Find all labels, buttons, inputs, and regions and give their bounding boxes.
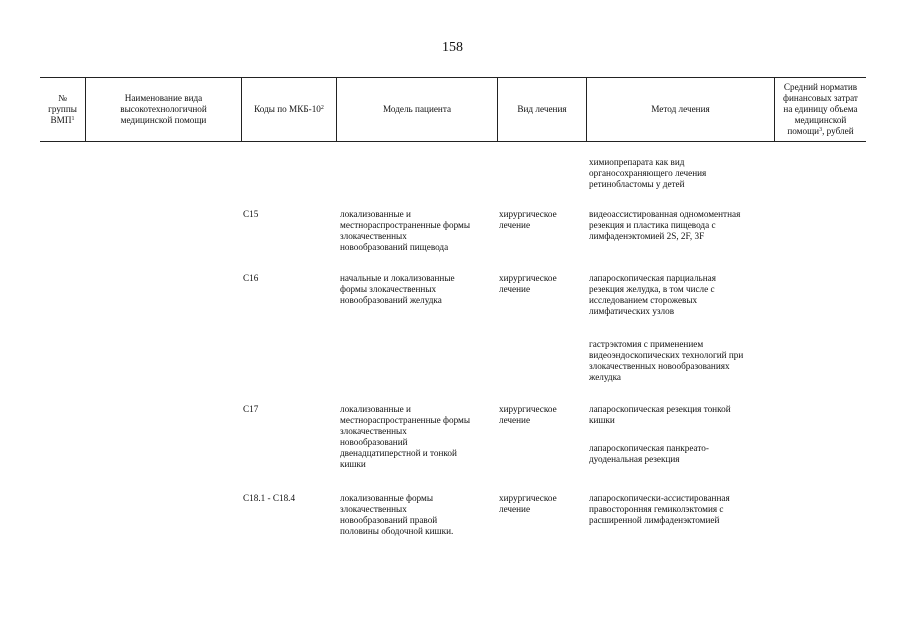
header-care-type <box>86 78 241 140</box>
method-cell: лапароскопическая резекция тонкой кишки <box>589 404 731 425</box>
treatment-type-cell: хирургическое лечение <box>499 209 557 230</box>
icd-code-cell: C15 <box>243 209 259 219</box>
header-line: высокотехнологичной <box>120 103 207 114</box>
page-number: 158 <box>442 40 463 55</box>
header-line: медицинской <box>794 114 847 125</box>
method-cell: гастрэктомия с применением видеоэндоскопических технологий при злокачественных новообразованиях желудка <box>589 339 744 382</box>
treatment-type-cell: хирургическое лечение <box>499 273 557 294</box>
header-line: Наименование вида <box>124 92 203 103</box>
header-line: группы <box>48 103 77 114</box>
patient-model-cell: локализованные и местнораспространенные формы злокачественных новообразований пищевода <box>340 209 471 252</box>
treatment-type-cell: хирургическое лечение <box>499 404 557 425</box>
method-cell: химиопрепарата как вид органосохраняющего лечения ретинобластомы у детей <box>589 157 707 189</box>
patient-model-cell: начальные и локализованные формы злокачественных новообразований желудка <box>340 273 455 305</box>
icd-code-cell: C18.1 - C18.4 <box>243 493 296 503</box>
header-treatment-type: Вид лечения <box>517 103 567 114</box>
icd-code-cell: C16 <box>243 273 259 283</box>
header-cost-standard <box>775 78 866 140</box>
header-line: № <box>58 92 67 103</box>
header-line: медицинской помощи <box>120 114 207 125</box>
header-line: помощи$^3$, рублей <box>787 125 854 136</box>
footnote-marker: 2 <box>320 104 324 111</box>
header-patient-model: Модель пациента <box>382 103 452 114</box>
patient-model-cell: локализованные и местнораспространенные формы злокачественных новообразований двенадцатиперстной и тонкой кишки <box>340 404 471 469</box>
header-treatment-method: Метод лечения <box>651 103 710 114</box>
header-line: на единицу объема <box>783 103 858 114</box>
icd-code-cell: C17 <box>243 404 259 414</box>
treatment-type-cell: хирургическое лечение <box>499 493 557 514</box>
header-group-number <box>40 78 85 140</box>
method-cell: лапароскопическая парциальная резекция желудка, в том числе с исследованием сторожевых лимфатических узлов <box>589 273 716 316</box>
header-line: Средний норматив <box>783 81 858 92</box>
footnote-marker: 3 <box>819 126 823 133</box>
method-cell: лапароскопически-ассистированная правосторонняя гемиколэктомия с расширенной лимфаденэктомией <box>589 493 730 525</box>
header-icd-codes: Коды по МКБ-$10^2$ <box>254 103 324 114</box>
method-cell: видеоассистированная одномоментная резекция и пластика пищевода с лимфаденэктомией 2S, 2F, 3F <box>589 209 741 241</box>
patient-model-cell: локализованные формы злокачественных новообразований правой половины ободочной кишки. <box>340 493 454 536</box>
header-line: ВМП$^1$ <box>50 114 75 125</box>
table-header-bottom-rule <box>40 141 866 142</box>
header-line: финансовых затрат <box>783 92 858 103</box>
footnote-marker: 1 <box>71 115 75 122</box>
method-cell: лапароскопическая панкреато- дуоденальная резекция <box>589 443 709 464</box>
